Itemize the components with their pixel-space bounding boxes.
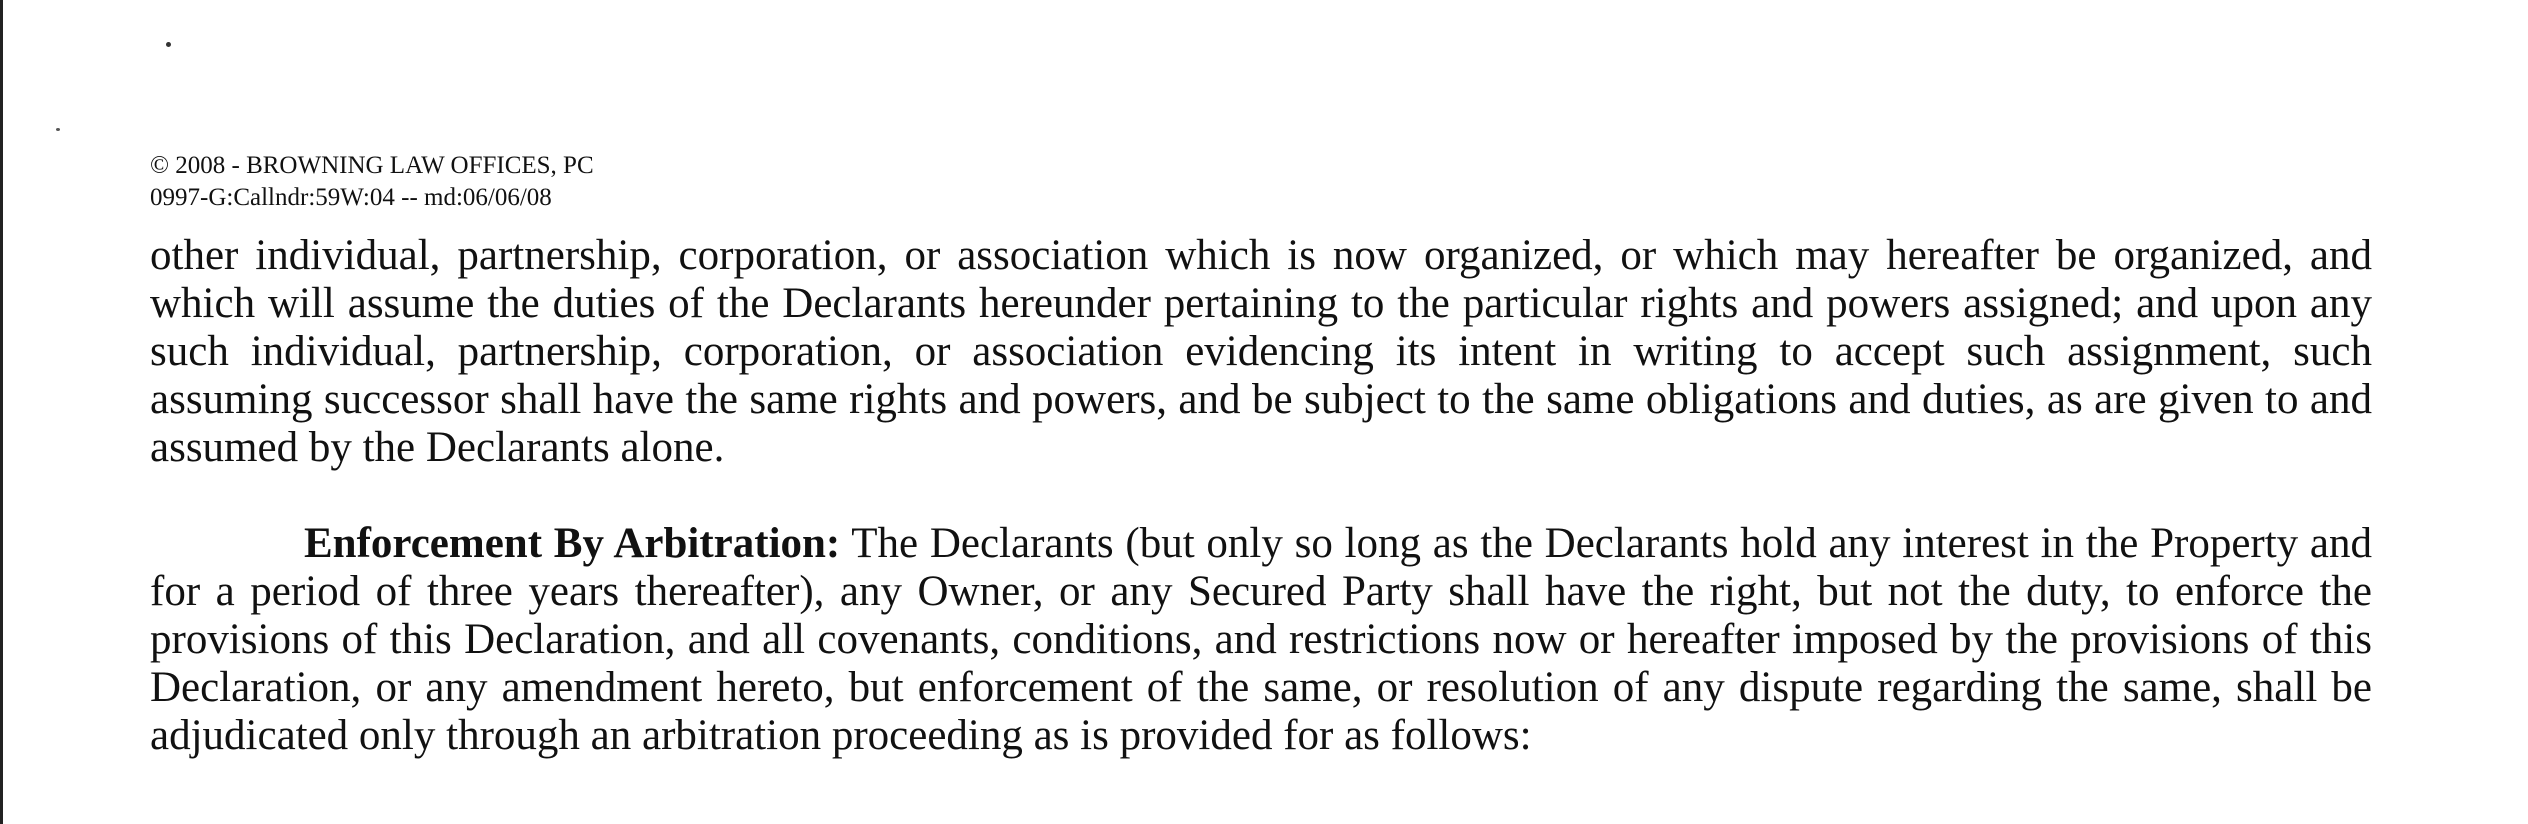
- scan-speck-mark: [56, 128, 60, 131]
- scan-speck-mark: [166, 42, 171, 47]
- copyright-line: © 2008 - BROWNING LAW OFFICES, PC: [150, 152, 594, 179]
- paragraph-enforcement-by-arbitration: [150, 520, 2372, 760]
- paragraph-text: The Declarants (but only so long as the Declarants hold any interest in the Property and for a period of three years thereafter), any Owner, or any Secured Party shall have the right, but not the duty, to enforce the provisions of this Declaration, and all covenants, conditions, and restrictions now or hereafter imposed by the provisions of this Declaration, or any amendment hereto, but enforcement of the same, or resolution of any dispute regarding the same, shall be adjudicated only through an arbitration proceeding as is provided for as follows:: [150, 520, 2372, 759]
- paragraph-continuation: other individual, partnership, corporation, or association which is now organized, or which may hereafter be organized, and which will assume the duties of the Declarants hereunder pertaining to the particular rights and powers assigned; and upon any such individual, partnership, corporation, or association evidencing its intent in writing to accept such assignment, such assuming successor shall have the same rights and powers, and be subject to the same obligations and duties, as are given to and assumed by the Declarants alone.: [150, 232, 2372, 471]
- page-left-edge-border: [0, 0, 3, 824]
- document-header: [150, 150, 1050, 214]
- paragraph-heading: Enforcement By Arbitration:: [304, 520, 841, 567]
- file-code-line: 0997-G:Callndr:59W:04 -- md:06/06/08: [150, 184, 552, 211]
- document-body: [150, 232, 2372, 760]
